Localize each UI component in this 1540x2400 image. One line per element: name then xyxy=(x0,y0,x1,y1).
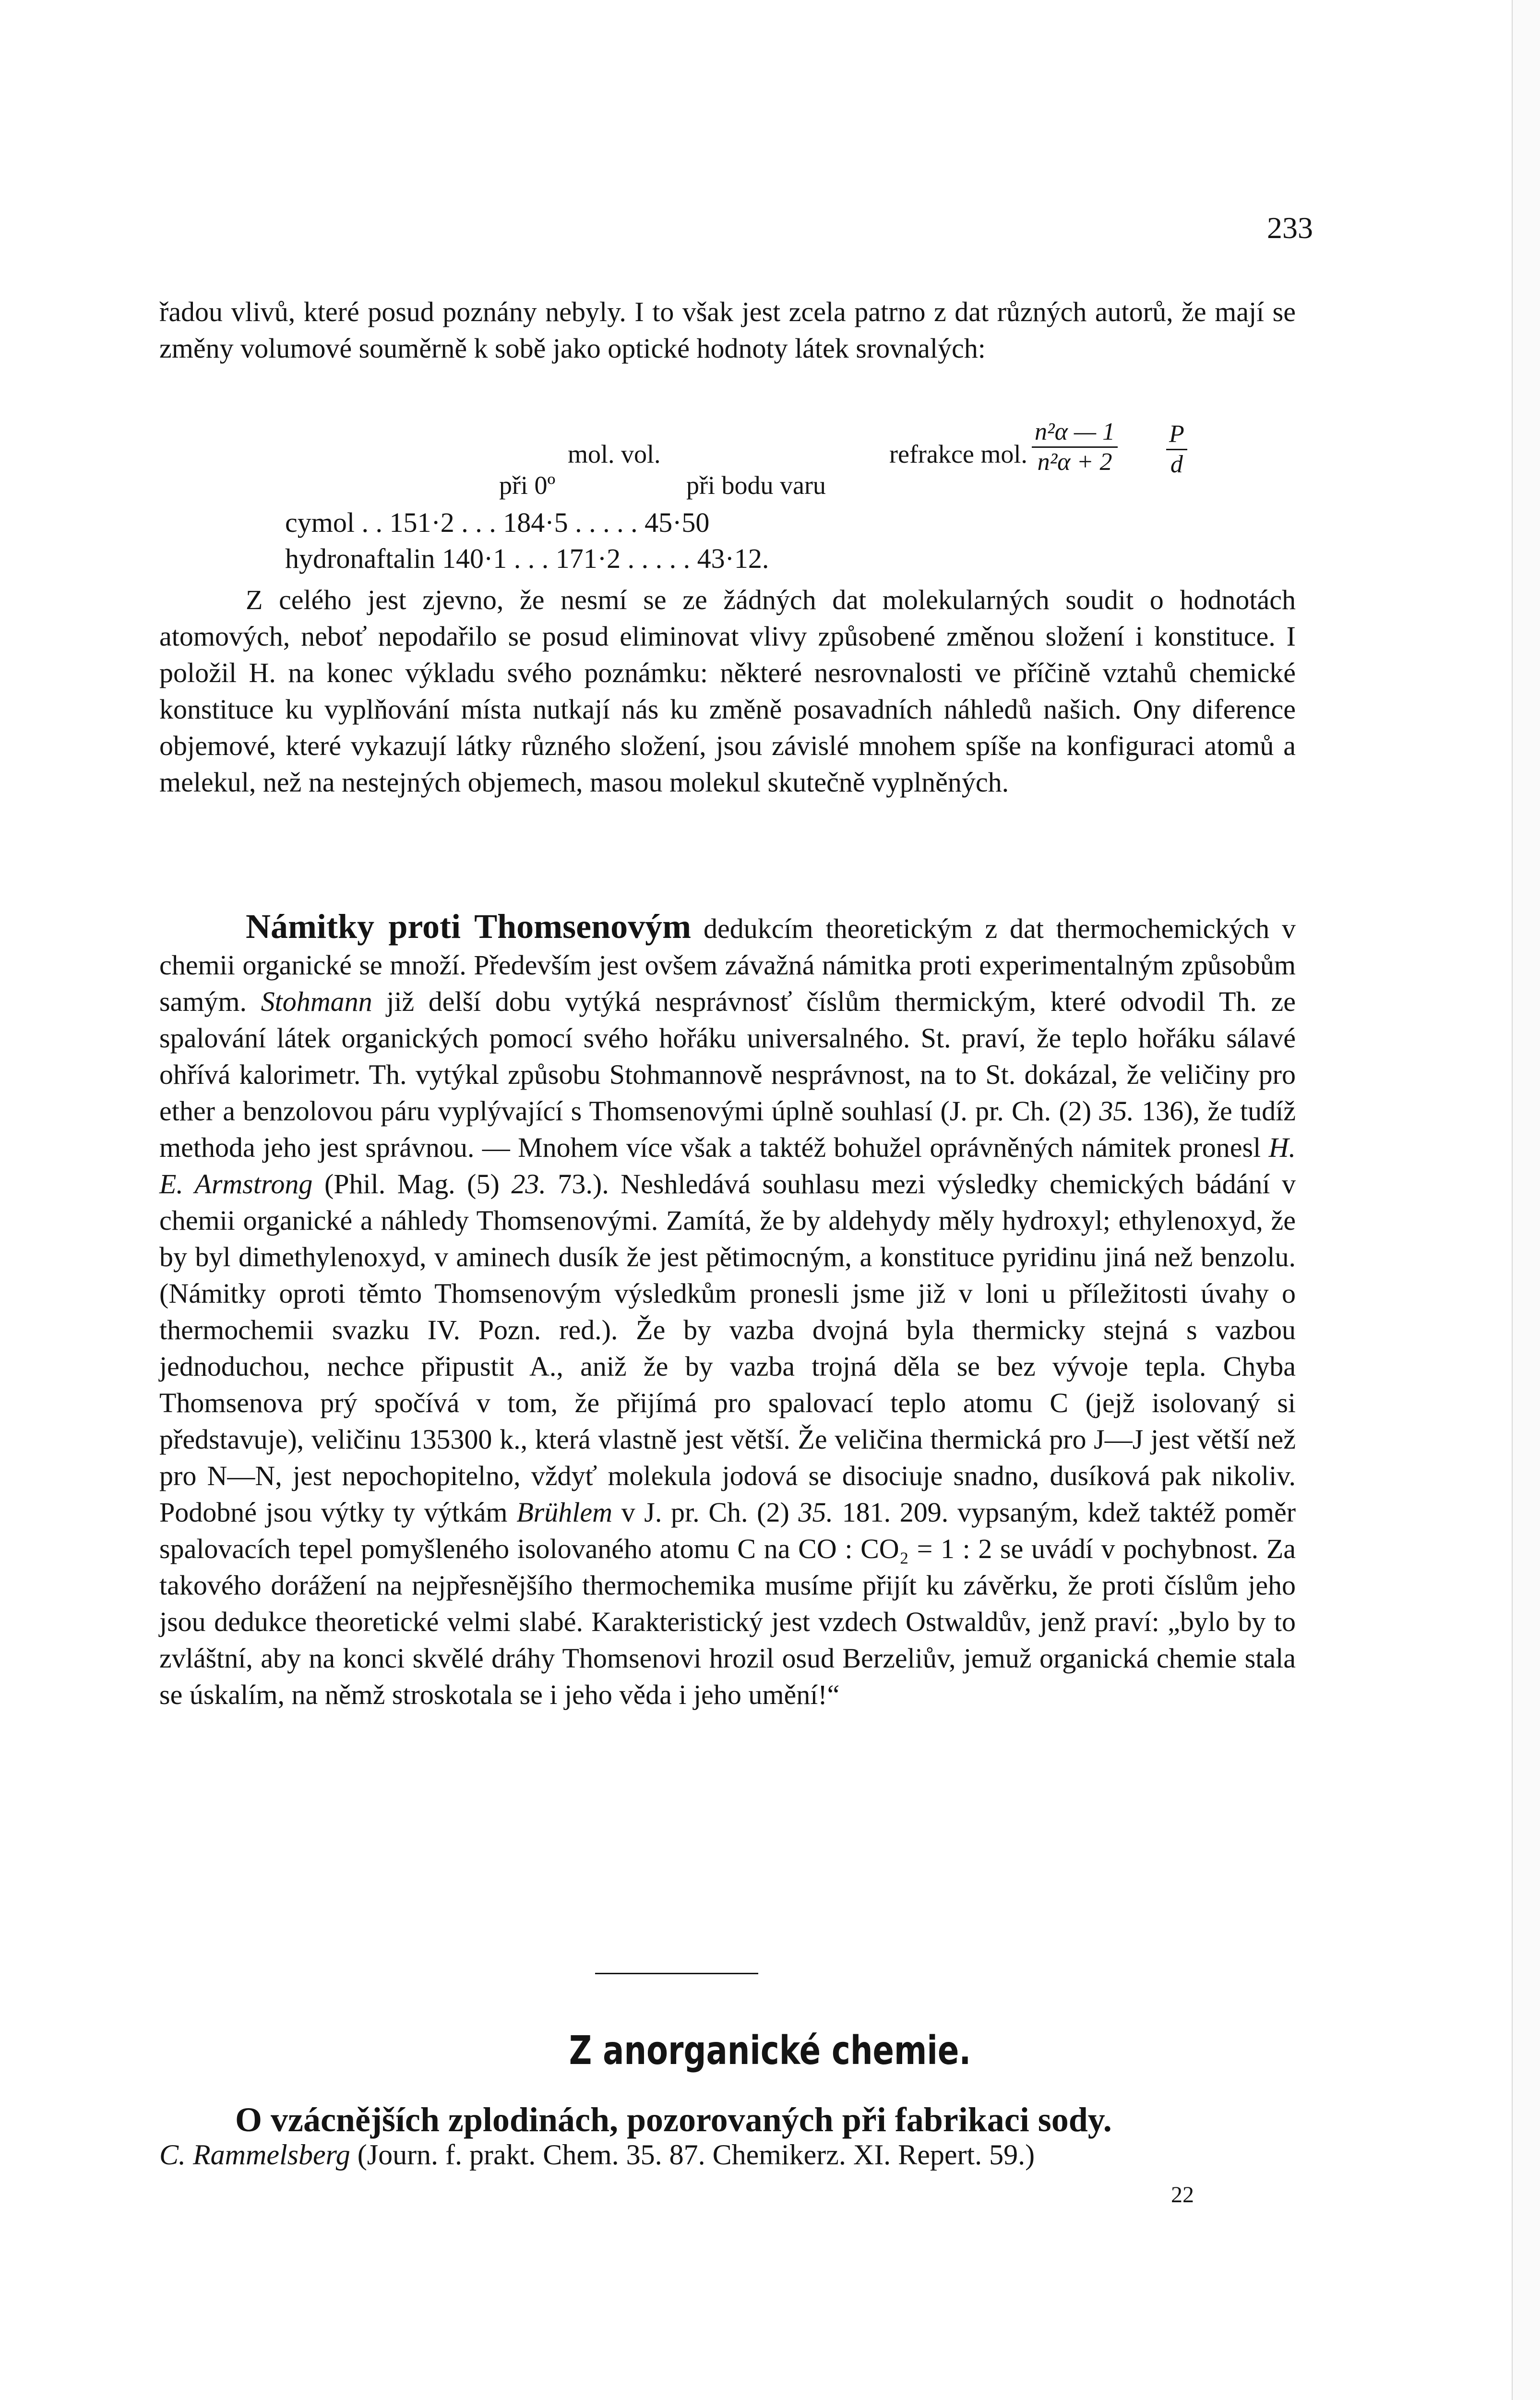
table-row-cymol: cymol . . 151·2 . . . 184·5 . . . . . 45·50 xyxy=(285,507,710,538)
paragraph-2-text: Z celého jest zjevno, že nesmí se ze žádných dat molekularných soudit o hodnotách atomových, neboť nepodařilo se posud eliminovat vlivy způsobené změnou složení i konstituce. I položil H. na konec výkladu svého poznámku: některé nesrovnalosti ve příčině vztahů chemické konstituce ku vyplňování místa nutkají nás ku změně posavadních náhledů našich. Ony diference objemové, které vykazují látky různého složení, jsou závislé mnohem spíše na konfiguraci atomů a melekul, než na nestejných objemech, masou molekul skutečně vyplněných. xyxy=(159,584,1296,798)
citation: (Journ. f. prakt. Chem. 35. 87. Chemikerz. XI. Repert. 59.) xyxy=(350,2139,1035,2171)
header-mol-vol: mol. vol. xyxy=(568,440,661,468)
table-row-hydronaftalin: hydronaftalin 140·1 . . . 171·2 . . . . . 43·12. xyxy=(285,543,769,574)
header-pri-0: při 0º xyxy=(499,471,556,500)
text-segment: již delší dobu vytýká nesprávnosť číslům thermickým, které odvodil Th. ze spalování látek organických pomocí svého hořáku universalného. St. praví, že teplo hořáku sálavé ohřívá kalorimetr. Th. vytýkal způsobu Stohmannově nesprávnost, na to St. dokázal, že veličiny pro ether a benzolovou páru vyplývající s Thomsenovými úplně souhlasí (J. pr. Ch. (2) xyxy=(159,986,1296,1127)
author-stohmann: Stohmann xyxy=(261,986,372,1017)
volume-ref: 35. xyxy=(1099,1095,1134,1127)
text-segment: 181. 209. vypsaným, kdež taktéž poměr spalovacích tepel pomyšleného isolovaného atomu C na CO : CO₂ = 1 : 2 se uvádí v pochybnost. Za takového dorážení na nejpřesnějšího thermochemika musíme přijít ku závěrku, že proti číslům jeho jsou dedukce theoretické velmi slabé. Karakteristický jest vzdech Ostwaldův, jenž praví: „bylo by to zvláštní, aby na konci skvělé dráhy Thomsenovi hrozil osud Berzeliův, jemuž organická chemie stala se úskalím, na němž stroskotala se i jeho věda i jeho umění!“ xyxy=(159,1497,1296,1710)
text-segment: 73.). Neshledává souhlasu mezi výsledky chemických bádání v chemii organické a náhledy Thomsenovými. Zamítá, že by aldehydy měly hydroxyl; ethylenoxyd, že by byl dimethylenoxyd, v aminech dusík že jest pětimocným, a konstituce pyridinu jiná než benzolu. (Námitky oproti těmto Thomsenovým výsledkům pronesli jsme již v loni u příležitosti úvahy o thermochemii svazku IV. Pozn. red.). Že by vazba dvojná byla thermicky stejná s vazbou jednoduchou, nechce připustit A., aniž že by vazba trojná děla se bez vývoje tepla. Chyba Thomsenova prý spočívá v tom, že přijímá pro spalovací teplo atomu C (jejž isolovaný si představuje), veličinu 135300 k., která vlastně jest větší. Že veličina thermická pro J—J jest větší než pro N—N, jest nepochopitelno, vždyť molekula jodová se disociuje snadno, dusíková pak nikoliv. Podobné jsou výtky ty výtkám xyxy=(159,1168,1296,1528)
paragraph-2 xyxy=(159,582,1296,801)
text-segment: v J. pr. Ch. (2) xyxy=(612,1497,799,1528)
author-citation xyxy=(159,2138,1035,2172)
author-name: C. Rammelsberg xyxy=(159,2139,350,2171)
signature-mark: 22 xyxy=(1171,2182,1194,2208)
formula-d: d xyxy=(1170,451,1183,478)
formula-p: P xyxy=(1166,420,1187,450)
header-bod-varu: při bodu varu xyxy=(686,471,826,500)
p-over-d xyxy=(1166,420,1187,479)
volume-ref: 23. xyxy=(511,1168,546,1200)
header-refrakce: refrakce mol. xyxy=(889,440,1027,468)
text-segment: (Phil. Mag. (5) xyxy=(312,1168,512,1200)
formula-denominator: n²α + 2 xyxy=(1037,448,1112,476)
author-bruhl: Brühlem xyxy=(516,1497,612,1528)
author-armstrong: H. E. Armstrong xyxy=(159,1132,1296,1200)
paragraph-3-lead: Námitky proti Thomsenovým xyxy=(246,907,692,946)
formula-numerator: n²α — 1 xyxy=(1032,418,1118,448)
volume-ref: 35. xyxy=(798,1497,833,1528)
refraction-formula xyxy=(1032,418,1118,477)
text-segment: 136), že tudíž methoda jeho jest správnou. — Mnohem více však a taktéž bohužel oprávněných námitek pronesl xyxy=(159,1095,1296,1163)
paragraph-3 xyxy=(159,908,1296,1713)
section-title: Z anorganické chemie. xyxy=(569,2028,971,2074)
page-number: 233 xyxy=(1267,211,1313,245)
article-title: O vzácnějších zplodinách, pozorovaných při fabrikaci sody. xyxy=(235,2100,1112,2139)
paragraph-1-text: řadou vlivů, které posud poznány nebyly. I to však jest zcela patrno z dat různých autorů, že mají se změny volumové souměrně k sobě jako optické hodnoty látek srovnalých: xyxy=(159,296,1296,364)
text-segment: dedukcím theoretickým z dat thermochemických v chemii organické se množí. Především jest ovšem závažná námitka proti experimentalným způsobům samým. xyxy=(159,913,1296,1017)
page-edge xyxy=(1512,0,1540,2400)
paragraph-1 xyxy=(159,294,1296,367)
section-divider xyxy=(595,1973,758,1974)
